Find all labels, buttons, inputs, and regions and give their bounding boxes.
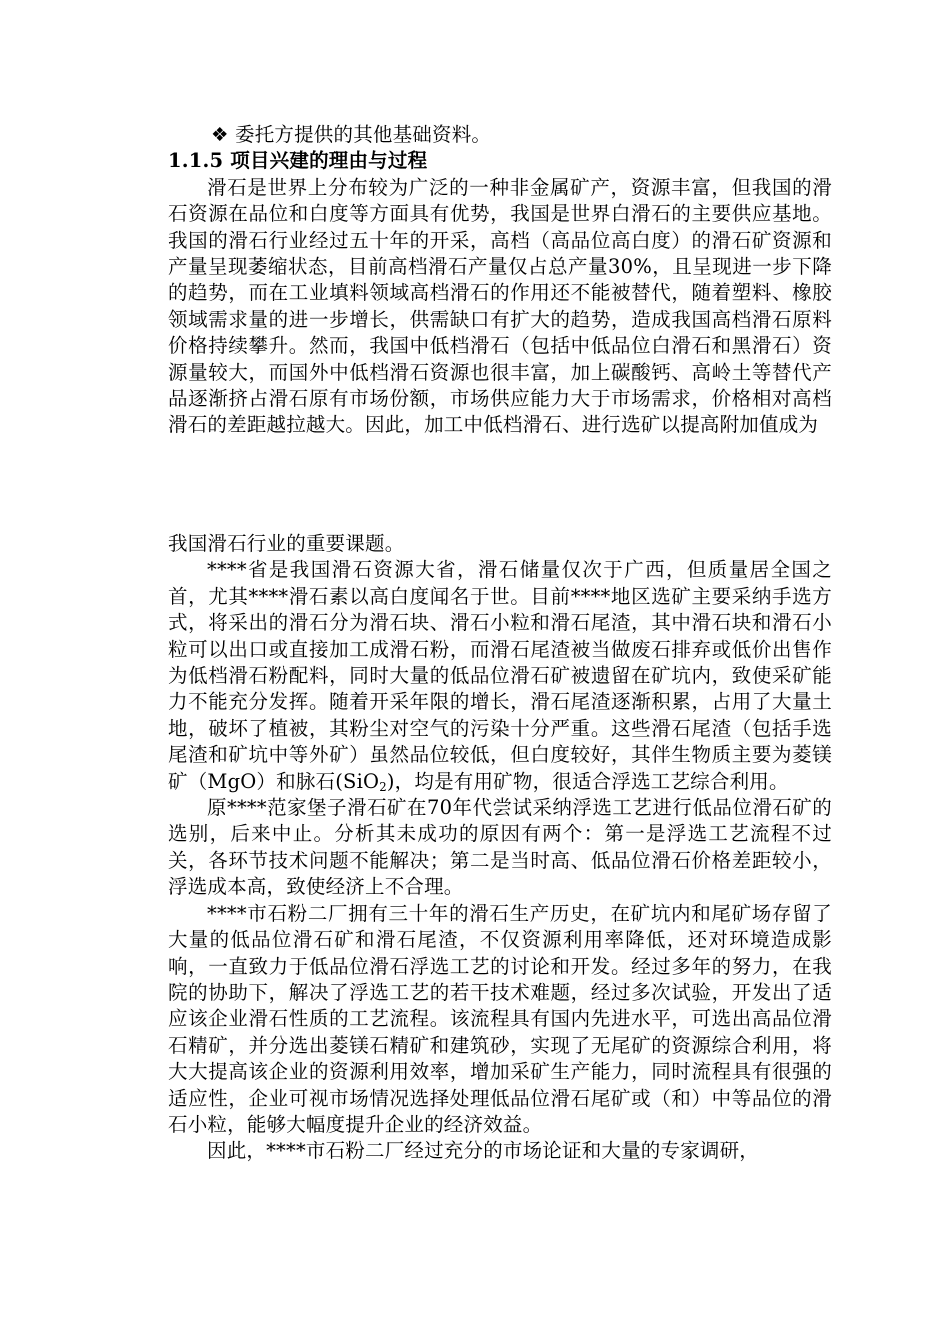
paragraph-factory-development: ****市石粉二厂拥有三十年的滑石生产历史，在矿坑内和尾矿场存留了大量的低品位滑石矿和滑石尾渣，不仅资源利用率降低，还对环境造成影响，一直致力于低品位滑石浮选工艺的讨论和开发。经过多年的努力，在我院的协助下，解决了浮选工艺的若干技术难题，经过多次试验，开发出了适应该企业滑石性质的工艺流程。该流程具有国内先进水平，可选出高品位滑石精矿，并分选出菱镁石精矿和建筑砂，实现了无尾矿的资源综合利用，将大大提高该企业的资源利用效率，增加采矿生产能力，同时流程具有很强的适应性，企业可视市场情况选择处理低品位滑石尾矿或（和）中等品位的滑石小粒，能够大幅度提升企业的经济效益。 [168,901,832,1136]
text-block-upper [168,122,832,439]
section-heading: 1.1.5 项目兴建的理由与过程 [168,149,428,173]
diamond-bullet-icon: ❖ [211,123,229,146]
paragraph-talc-overview: 滑石是世界上分布较为广泛的一种非金属矿产，资源丰富，但我国的滑石资源在品位和白度等方面具有优势，我国是世界白滑石的主要供应基地。我国的滑石行业经过五十年的开采，高档（高品位高白度）的滑石矿资源和产量呈现萎缩状态，目前高档滑石产量仅占总产量30%，且呈现进一步下降的趋势，而在工业填料领域高档滑石的作用还不能被替代，随着塑料、橡胶领域需求量的进一步增长，供需缺口有扩大的趋势，造成我国高档滑石原料价格持续攀升。然而，我国中低档滑石（包括中低品位白滑石和黑滑石）资源量较大，而国外中低档滑石资源也很丰富，加上碳酸钙、高岭土等替代产品逐渐挤占滑石原有市场份额，市场供应能力大于市场需求，价格相对高档滑石的差距越拉越大。因此，加工中低档滑石、进行选矿以提高附加值成为 [168,175,832,437]
paragraph-conclusion-start: 因此，****市石粉二厂经过充分的市场论证和大量的专家调研， [207,1139,760,1163]
subscript-two: 2 [379,779,387,794]
paragraph-fanjiabuzi-history: 原****范家堡子滑石矿在70年代尝试采纳浮选工艺进行低品位滑石矿的选别，后来中止。分析其未成功的原因有两个：第一是浮选工艺流程不过关，各环节技术问题不能解决；第二是当时高、低品位滑石价格差距较小，浮选成本高，致使经济上不合理。 [168,796,832,899]
bullet-text: 委托方提供的其他基础资料。 [235,123,492,146]
paragraph-province-text-end: )，均是有用矿物，很适合浮选工艺综合利用。 [386,769,789,793]
text-block-lower [168,531,832,1165]
paragraph-province-text: ****省是我国滑石资源大省，滑石储量仅次于广西，但质量居全国之首，尤其****滑石素以高白度闻名于世。目前****地区选矿主要采纳手选方式，将采出的滑石分为滑石块、滑石小粒和滑石尾渣，其中滑石块和滑石小粒可以出口或直接加工成滑石粉，而滑石尾渣被当做废石排弃或低价出售作为低档滑石粉配料，同时大量的低品位滑石矿被遗留在矿坑内，致使采矿能力不能充分发挥。随着开采年限的增长，滑石尾渣逐渐积累，占用了大量土地，破坏了植被，其粉尘对空气的污染十分严重。这些滑石尾渣（包括手选尾渣和矿坑中等外矿）虽然品位较低，但白度较好，其伴生物质主要为菱镁矿（MgO）和脉石(SiO [168,558,832,793]
bullet-list-item [168,122,832,148]
paragraph-province-resources [168,557,832,795]
paragraph-continuation: 我国滑石行业的重要课题。 [168,532,405,555]
